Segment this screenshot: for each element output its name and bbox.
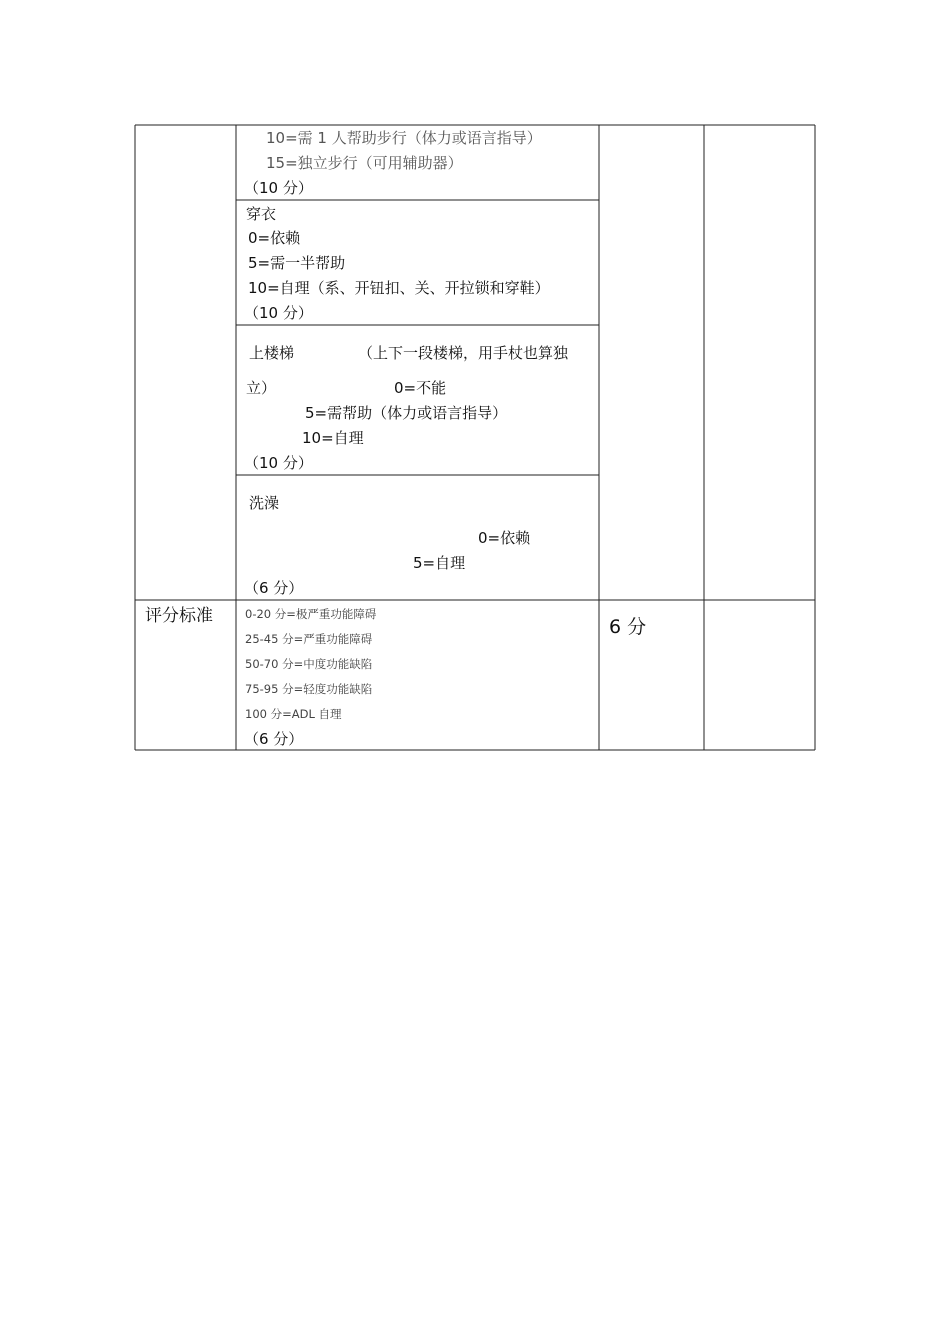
stairs-title: 上楼梯 xyxy=(249,344,295,362)
criteria-line: 25-45 分=严重功能障碍 xyxy=(245,632,373,646)
stairs-description-end: 立） xyxy=(246,379,277,397)
dressing-points: （10 分） xyxy=(244,304,313,322)
dressing-title: 穿衣 xyxy=(246,205,277,223)
criteria-line: 0-20 分=极严重功能障碍 xyxy=(245,607,377,621)
stairs-option-0: 0=不能 xyxy=(394,379,447,397)
stairs-option-5: 5=需帮助（体力或语言指导） xyxy=(305,404,508,422)
walking-points: （10 分） xyxy=(244,179,313,197)
stairs-description: （上下一段楼梯，用手杖也算独 xyxy=(358,344,569,362)
criteria-line: 50-70 分=中度功能缺陷 xyxy=(245,657,373,671)
criteria-points: （6 分） xyxy=(244,730,304,748)
bathing-option-5: 5=自理 xyxy=(413,554,466,572)
stairs-points: （10 分） xyxy=(244,454,313,472)
criteria-line: 100 分=ADL 自理 xyxy=(245,707,342,721)
criteria-line: 75-95 分=轻度功能缺陷 xyxy=(245,682,373,696)
dressing-option-0: 0=依赖 xyxy=(248,229,301,247)
criteria-label: 评分标准 xyxy=(145,606,213,626)
bathing-option-0: 0=依赖 xyxy=(478,529,531,547)
dressing-option-10: 10=自理（系、开钮扣、关、开拉锁和穿鞋） xyxy=(248,279,550,297)
walking-option-15: 15=独立步行（可用辅助器） xyxy=(266,154,463,172)
bathing-points: （6 分） xyxy=(244,579,304,597)
dressing-option-5: 5=需一半帮助 xyxy=(248,254,346,272)
walking-option-10: 10=需 1 人帮助步行（体力或语言指导） xyxy=(266,129,542,147)
stairs-option-10: 10=自理 xyxy=(302,429,364,447)
bathing-title: 洗澡 xyxy=(249,494,280,512)
criteria-score: 6 分 xyxy=(609,616,647,638)
